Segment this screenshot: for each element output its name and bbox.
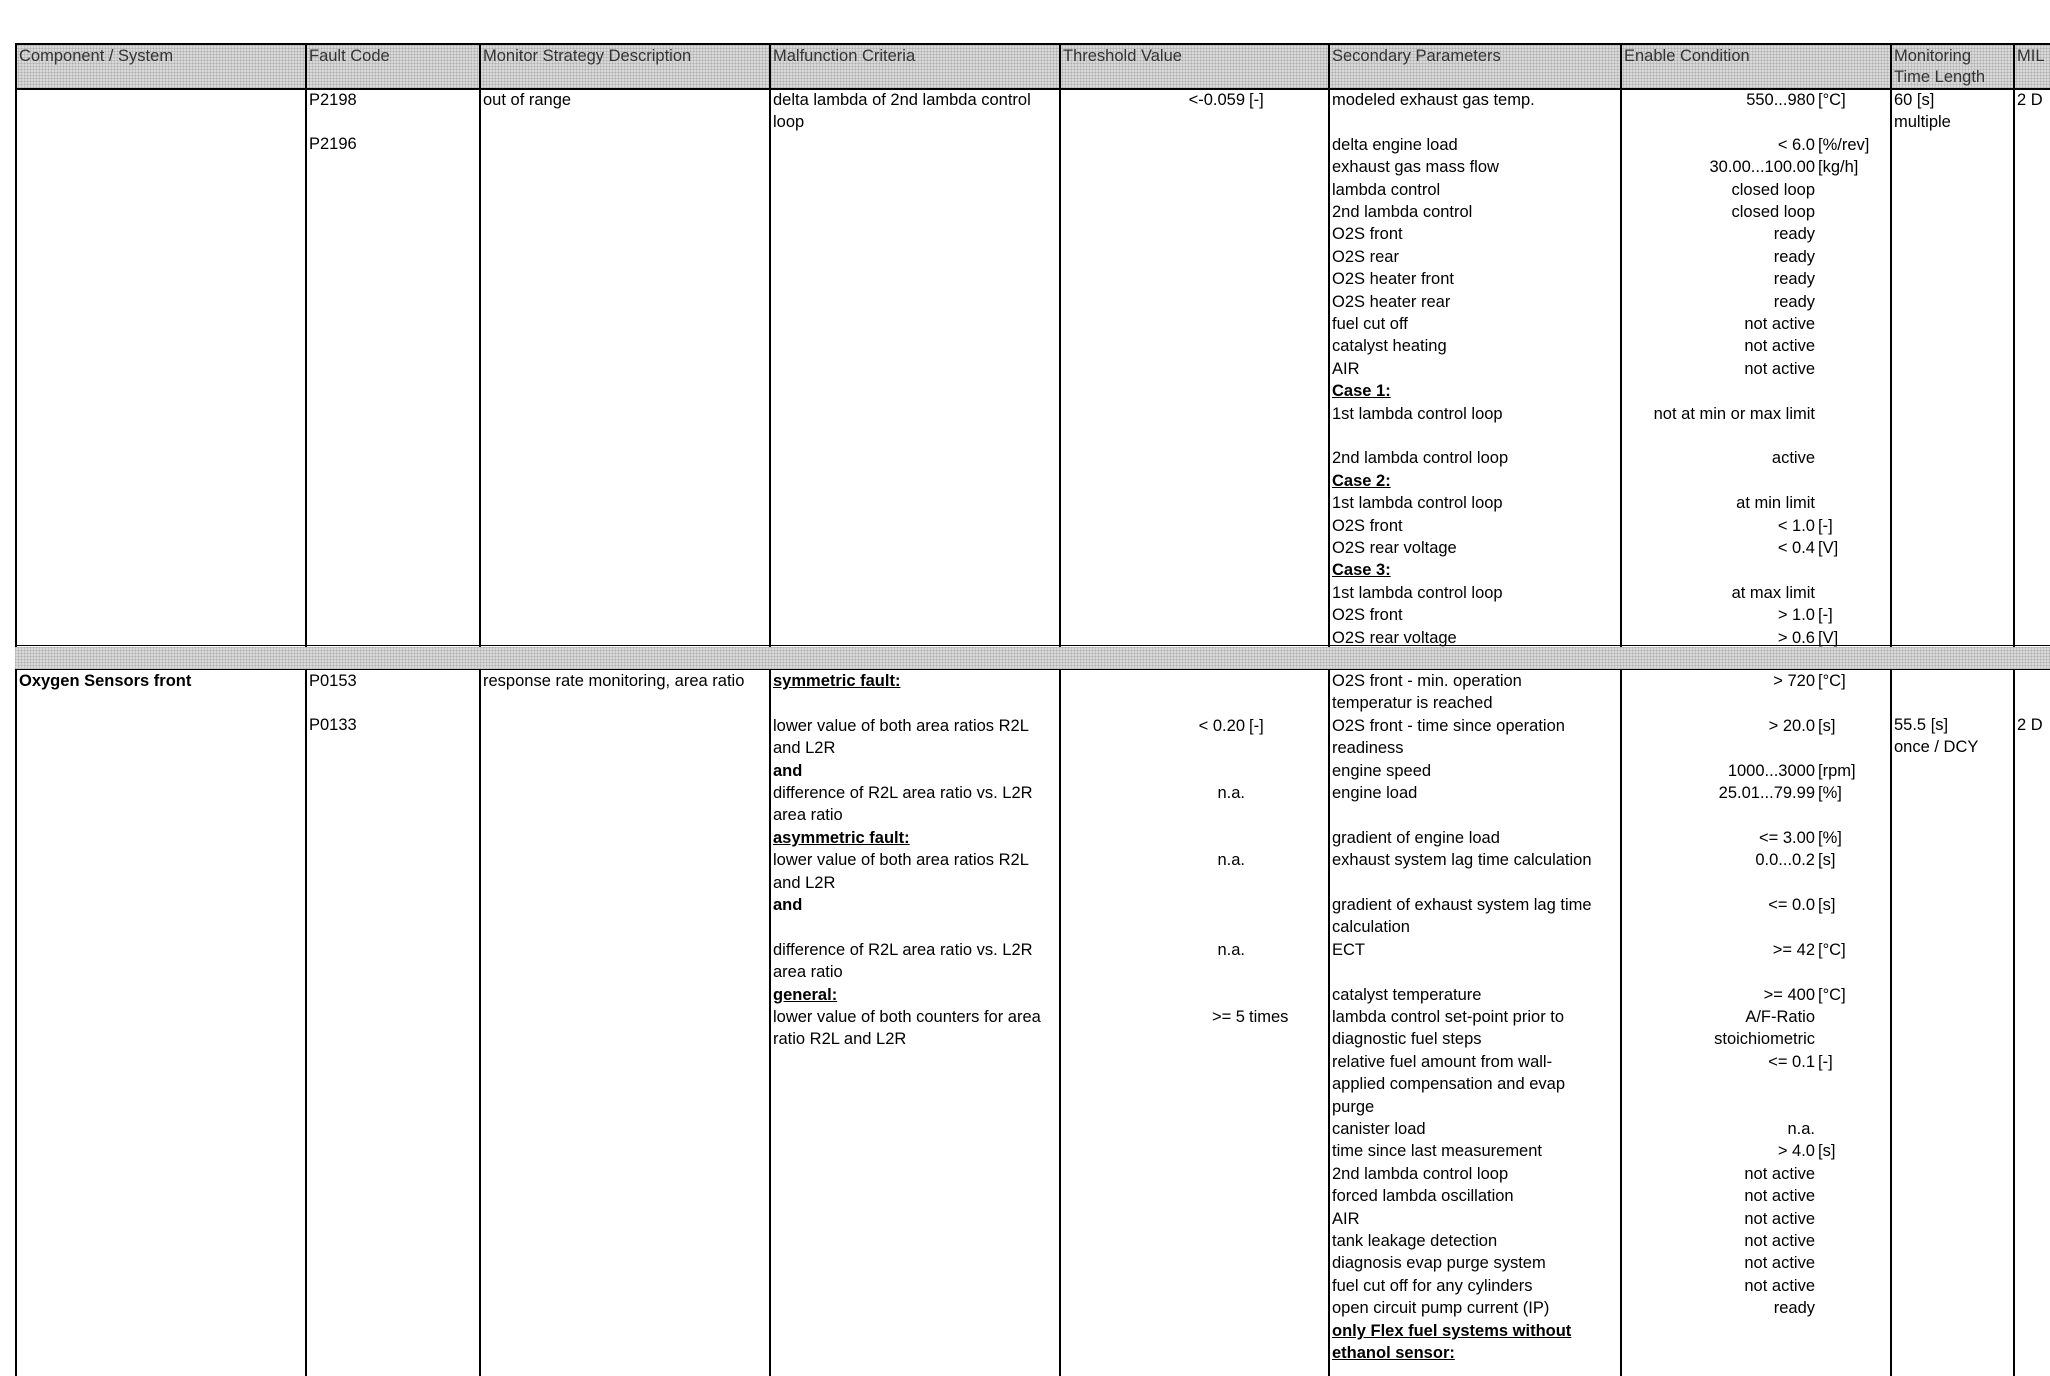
secondary-parameter: canister load [1332,1120,1426,1138]
secondary-parameter: 1st lambda control loop [1332,494,1503,513]
secondary-parameter: modeled exhaust gas temp. [1332,91,1535,109]
malfunction-criteria: and [773,761,803,780]
enable-value: ready [1773,1299,1815,1318]
enable-value: > 20.0 [1768,716,1815,735]
secondary-parameter: 1st lambda control loop [1332,404,1503,423]
monitoring-time: once / DCY [1894,738,1979,756]
enable-value: > 720 [1773,672,1815,690]
grid-line [1620,43,1622,647]
secondary-parameter: O2S front - min. operation [1332,672,1522,690]
secondary-parameter: AIR [1332,359,1360,378]
secondary-parameter: catalyst temperature [1332,985,1482,1004]
grid-line [305,43,307,647]
secondary-parameter: 2nd lambda control loop [1332,449,1509,468]
secondary-parameter: ethanol sensor: [1332,1344,1455,1362]
threshold-value: n.a. [1217,851,1245,870]
malfunction-criteria: and L2R [773,873,836,892]
enable-value: stoichiometric [1714,1030,1815,1049]
secondary-parameter: O2S rear voltage [1332,628,1457,647]
enable-value: 30.00...100.00 [1709,158,1815,177]
enable-unit: [%] [1818,828,1842,847]
secondary-parameter: delta engine load [1332,135,1458,154]
monitoring-time: multiple [1894,113,1951,131]
enable-value: >= 400 [1763,985,1815,1004]
threshold-unit: [-] [1249,91,1264,109]
fault-code: P2198 [309,91,357,109]
enable-unit: [s] [1818,1142,1836,1161]
enable-value: >= 42 [1772,940,1815,959]
grid-line [1328,43,1330,647]
secondary-parameter: temperatur is reached [1332,694,1493,713]
row-separator-band [15,647,2050,669]
secondary-parameter: diagnosis evap purge system [1332,1254,1546,1273]
component-name: Oxygen Sensors front [19,672,192,690]
threshold-unit: times [1249,1008,1289,1026]
grid-line [15,669,17,1376]
grid-line [1890,43,1892,647]
enable-unit: [°C] [1818,985,1846,1004]
enable-unit: [V] [1818,539,1839,557]
malfunction-criteria: lower value of both area ratios R2L [773,851,1029,870]
grid-line [1620,669,1622,1376]
grid-line [15,645,2050,646]
enable-value: not active [1744,1276,1815,1295]
enable-value: <= 0.1 [1768,1052,1815,1071]
secondary-parameter: 2nd lambda control [1332,203,1473,221]
secondary-parameter: forced lambda oscillation [1332,1187,1514,1206]
malfunction-criteria: delta lambda of 2nd lambda control [773,91,1031,109]
malfunction-criteria: area ratio [773,806,843,825]
grid-line [1059,43,1061,647]
enable-unit: [s] [1818,716,1836,735]
enable-unit: [kg/h] [1818,158,1859,177]
enable-value: > 4.0 [1777,1142,1815,1161]
malfunction-criteria: area ratio [773,963,843,982]
enable-value: not active [1744,1187,1815,1206]
grid-line [769,669,771,1376]
malfunction-criteria: symmetric fault: [773,672,901,690]
enable-value: active [1771,449,1815,468]
malfunction-criteria: and L2R [773,739,836,758]
enable-value: 0.0...0.2 [1755,851,1815,870]
secondary-parameter: readiness [1332,739,1404,758]
grid-line [1328,669,1330,1376]
header-fault-code: Fault Code [309,47,390,65]
secondary-parameter: engine load [1332,784,1418,802]
header-enable-condition: Enable Condition [1624,47,1750,65]
secondary-parameter: gradient of exhaust system lag time [1332,896,1592,914]
enable-unit: [°C] [1818,672,1846,690]
enable-value: ready [1773,292,1815,311]
secondary-parameter: Case 3: [1332,561,1391,580]
enable-value: <= 0.0 [1768,896,1815,914]
secondary-parameter: catalyst heating [1332,337,1447,356]
threshold-value: n.a. [1217,784,1245,802]
enable-value: ready [1773,247,1815,266]
fault-code: P2196 [309,135,357,153]
enable-value: not active [1744,1232,1815,1250]
threshold-value: n.a. [1217,940,1245,959]
threshold-unit: [-] [1249,716,1264,735]
secondary-parameter: Case 1: [1332,382,1391,401]
malfunction-criteria: lower value of both area ratios R2L [773,716,1029,735]
grid-line [1890,669,1892,1376]
enable-unit: [s] [1818,896,1836,914]
enable-value: ready [1773,225,1815,244]
malfunction-criteria: general: [773,985,838,1004]
enable-value: not active [1744,1254,1815,1273]
enable-value: 550...980 [1746,91,1815,109]
monitoring-time: 60 [s] [1894,91,1935,109]
header-threshold-value: Threshold Value [1063,47,1182,65]
enable-value: > 1.0 [1777,606,1815,625]
secondary-parameter: open circuit pump current (IP) [1332,1299,1550,1318]
secondary-parameter: time since last measurement [1332,1142,1542,1161]
enable-unit: [°C] [1818,940,1846,959]
enable-unit: [-] [1818,1052,1833,1071]
malfunction-criteria: difference of R2L area ratio vs. L2R [773,784,1033,802]
secondary-parameter: engine speed [1332,761,1432,780]
enable-unit: [rpm] [1818,761,1856,780]
secondary-parameter: O2S rear voltage [1332,539,1457,557]
enable-value: at min limit [1736,494,1815,513]
secondary-parameter: O2S front [1332,225,1403,244]
malfunction-criteria: loop [773,113,805,131]
grid-line [2013,43,2015,647]
mil-status: 2 D [2017,91,2043,109]
monitor-strategy: out of range [483,91,572,109]
enable-unit: [V] [1818,628,1839,647]
enable-unit: [s] [1818,851,1836,870]
enable-value: not active [1744,337,1815,356]
secondary-parameter: lambda control set-point prior to [1332,1008,1565,1026]
fault-code: P0133 [309,716,357,734]
enable-value: 1000...3000 [1727,761,1815,780]
malfunction-criteria: difference of R2L area ratio vs. L2R [773,940,1033,959]
enable-value: closed loop [1731,180,1815,199]
fault-code: P0153 [309,672,357,690]
threshold-value: <-0.059 [1188,91,1245,109]
enable-unit: [-] [1818,516,1833,535]
enable-value: <= 3.00 [1759,828,1815,847]
secondary-parameter: ECT [1332,940,1365,959]
enable-value: ready [1773,270,1815,289]
grid-line [1059,669,1061,1376]
grid-line [769,43,771,647]
enable-value: not at min or max limit [1653,404,1815,423]
secondary-parameter: only Flex fuel systems without [1332,1321,1572,1340]
enable-unit: [-] [1818,606,1833,625]
malfunction-criteria: asymmetric fault: [773,828,910,847]
enable-unit: [%] [1818,784,1842,802]
secondary-parameter: fuel cut off [1332,315,1408,333]
secondary-parameter: relative fuel amount from wall- [1332,1052,1553,1071]
secondary-parameter: O2S rear [1332,247,1399,266]
grid-line [479,43,481,647]
monitoring-time: 55.5 [s] [1894,716,1949,734]
mil-status: 2 D [2017,716,2043,734]
grid-line [2013,669,2015,1376]
enable-value: < 6.0 [1777,135,1815,154]
header-secondary-parameters: Secondary Parameters [1332,47,1501,65]
secondary-parameter: Case 2: [1332,471,1391,490]
secondary-parameter: applied compensation and evap [1332,1075,1566,1094]
header-mil: MIL [2017,47,2045,65]
secondary-parameter: O2S front [1332,606,1403,625]
enable-value: < 1.0 [1777,516,1815,535]
enable-value: not active [1744,1209,1815,1228]
enable-value: not active [1744,1164,1815,1183]
header-component: Component / System [19,47,174,65]
enable-value: > 0.6 [1777,628,1815,647]
header-monitoring-time: Monitoring [1894,47,1972,65]
header-monitor-strategy: Monitor Strategy Description [483,47,692,65]
header-malfunction-criteria: Malfunction Criteria [773,47,916,65]
enable-unit: [%/rev] [1818,135,1870,154]
enable-unit: [°C] [1818,91,1846,109]
grid-line [479,669,481,1376]
malfunction-criteria: lower value of both counters for area [773,1008,1041,1026]
malfunction-criteria: and [773,896,803,914]
secondary-parameter: tank leakage detection [1332,1232,1498,1250]
secondary-parameter: O2S heater front [1332,270,1454,289]
secondary-parameter: O2S front - time since operation [1332,716,1565,735]
secondary-parameter: exhaust gas mass flow [1332,158,1499,177]
header-monitoring-time: Time Length [1894,68,1986,86]
secondary-parameter: AIR [1332,1209,1360,1228]
secondary-parameter: 2nd lambda control loop [1332,1164,1509,1183]
secondary-parameter: gradient of engine load [1332,828,1500,847]
enable-value: < 0.4 [1777,539,1815,557]
secondary-parameter: lambda control [1332,180,1441,199]
grid-line [305,669,307,1376]
secondary-parameter: O2S front [1332,516,1403,535]
secondary-parameter: O2S heater rear [1332,292,1451,311]
threshold-value: >= 5 [1211,1008,1245,1026]
secondary-parameter: diagnostic fuel steps [1332,1030,1482,1049]
enable-value: closed loop [1731,203,1815,221]
enable-value: 25.01...79.99 [1718,784,1815,802]
secondary-parameter: fuel cut off for any cylinders [1332,1276,1533,1295]
secondary-parameter: 1st lambda control loop [1332,583,1503,602]
secondary-parameter: calculation [1332,918,1410,937]
secondary-parameter: exhaust system lag time calculation [1332,851,1592,870]
enable-value: A/F-Ratio [1745,1008,1815,1026]
malfunction-criteria: ratio R2L and L2R [773,1030,907,1049]
enable-value: not active [1744,359,1815,378]
threshold-value: < 0.20 [1198,716,1245,735]
enable-value: at max limit [1731,583,1815,602]
grid-line [15,43,17,647]
monitor-strategy: response rate monitoring, area ratio [483,672,745,690]
secondary-parameter: purge [1332,1097,1375,1116]
enable-value: not active [1744,315,1815,333]
enable-value: n.a. [1787,1120,1815,1138]
